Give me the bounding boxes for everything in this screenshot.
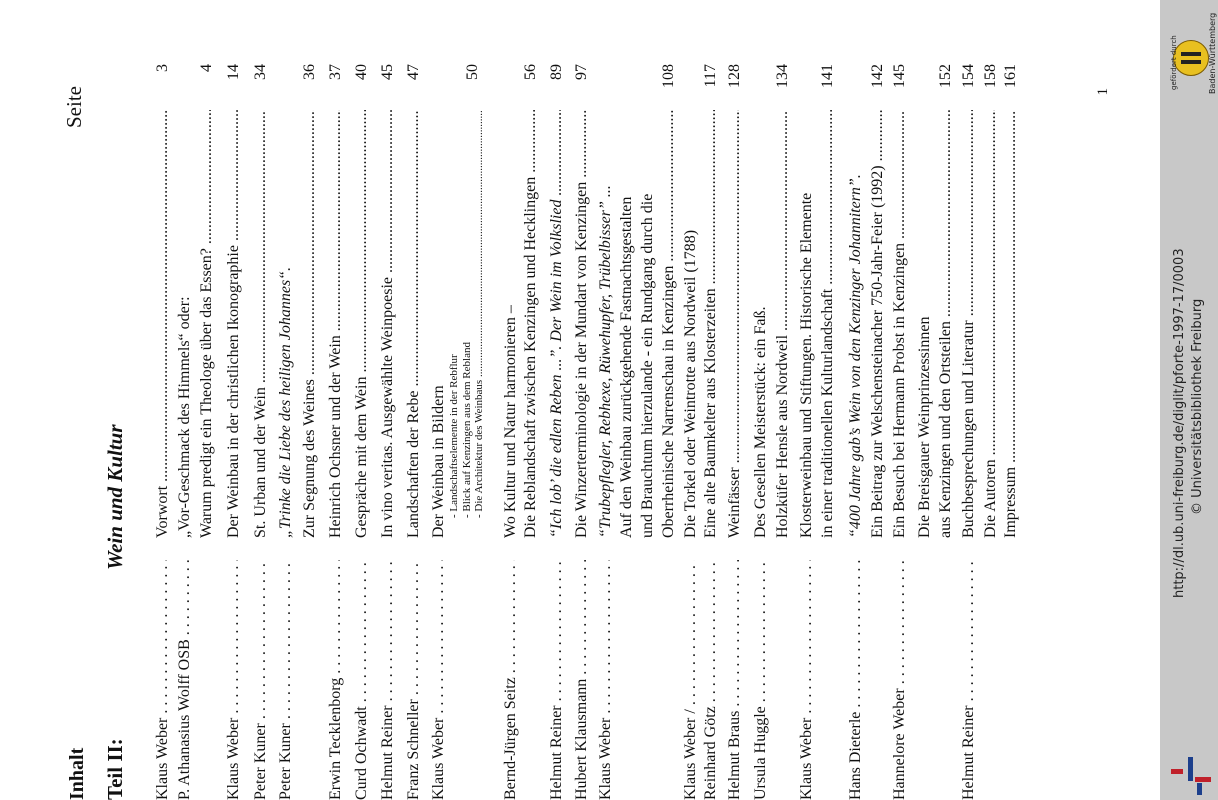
page-column-heading: Seite: [62, 86, 86, 128]
toc-row: [680, 64, 702, 800]
toc-title: Gespräche mit dem Wein .....: [351, 110, 373, 538]
toc-page: 108: [660, 64, 677, 88]
toc-row: [428, 64, 450, 800]
toc-row: [299, 64, 321, 800]
toc-page: 37: [327, 64, 344, 80]
toc-title: Impressum .....: [1000, 110, 1022, 538]
ub-freiburg-logo: [1171, 757, 1211, 795]
toc-row: [250, 64, 272, 800]
toc-title: Oberrheinische Narrenschau in Kenzingen .....: [658, 110, 680, 538]
toc-author: Ursula Huggle . . .: [750, 560, 772, 800]
toc-title: und Brauchtum hierzulande - ein Rundgang durch die: [639, 193, 656, 538]
toc-row: [571, 64, 593, 800]
toc-page: 36: [301, 64, 318, 80]
toc-title: Klosterweinbau und Stiftungen. Historische Elemente: [798, 192, 815, 538]
toc-title: Der Weinbau in Bildern: [430, 385, 447, 538]
toc-row: [935, 64, 957, 800]
toc-row: [914, 64, 936, 800]
toc-author: Erwin Tecklenborg . . .: [325, 560, 347, 800]
state-label: Baden-Württemberg: [1208, 12, 1217, 94]
toc-page: 142: [869, 64, 886, 88]
toc-row: [546, 64, 568, 800]
toc-title: Die Reblandschaft zwischen Kenzingen und Hecklingen .....: [520, 110, 542, 538]
toc-page: 158: [982, 64, 999, 88]
toc-author: Klaus Weber . . .: [223, 560, 245, 800]
toc-author: Peter Kuner . . .: [275, 560, 297, 800]
toc-title: Heinrich Ochsner und der Wein .....: [325, 110, 347, 538]
document-url-link[interactable]: http://dl.ub.uni-freiburg.de/diglit/pforte-1997-17/0003: [1172, 248, 1187, 598]
toc-author: Hubert Klausmann . . .: [571, 560, 593, 800]
toc-page: 161: [1002, 64, 1019, 88]
toc-page: 3: [154, 64, 171, 72]
toc-title: In vino veritas. Ausgewählte Weinpoesie .....: [377, 110, 399, 538]
toc-author: P. Athanasius Wolff OSB . . .: [174, 560, 196, 800]
toc-title: Des Gesellen Meisterstück: ein Faß.: [752, 306, 769, 538]
toc-row: [595, 64, 617, 800]
toc-title: Ein Beitrag zur Welschensteinacher 750-Jahr-Feier (1992) .....: [867, 110, 889, 538]
toc-title: Die Winzerterminologie in der Mundart von Kenzingen .....: [571, 110, 593, 538]
toc-title: Die Breisgauer Weinprinzessinnen: [916, 316, 933, 538]
toc-page: 89: [548, 64, 565, 80]
toc-author: Klaus Weber . . .: [796, 560, 818, 800]
sponsor-label: gefördert durch: [1170, 35, 1178, 90]
toc-author: Curd Ochwadt . . .: [351, 560, 373, 800]
toc-title: Landschaften der Rebe .....: [403, 110, 425, 538]
toc-page: 97: [573, 64, 590, 80]
toc-title: “400 Jahre gab’s Wein von den Kenzinger Johannitern”.: [847, 174, 864, 538]
toc-page: 14: [225, 64, 242, 80]
library-sidebar: [1160, 0, 1218, 800]
toc-page: 152: [937, 64, 954, 88]
toc-title: Vorwort .....: [152, 110, 174, 538]
toc-author: Bernd-Jürgen Seitz . . .: [500, 560, 522, 800]
toc-title: Weinfässer .....: [724, 110, 746, 538]
toc-page: 117: [702, 64, 719, 88]
toc-row: [1000, 64, 1022, 800]
toc-title: „Trinke die Liebe des heiligen Johannes“.: [277, 266, 294, 538]
toc-page: 4: [198, 64, 215, 72]
toc-row: [351, 64, 373, 800]
toc-title: Auf den Weinbau zurückgehende Fastnachtsgestalten: [618, 196, 635, 538]
toc-author: Peter Kuner . . .: [250, 560, 272, 800]
toc-row: [461, 64, 473, 800]
toc-row: [325, 64, 347, 800]
toc-page: 141: [819, 64, 836, 88]
page-number: 1: [1095, 88, 1111, 96]
toc-title: Buchbesprechungen und Literatur .....: [958, 110, 980, 538]
toc-title: aus Kenzingen und den Ortsteilen .....: [935, 110, 957, 538]
toc-row: [958, 64, 980, 800]
toc-title: Die Autoren .....: [980, 110, 1002, 538]
toc-title: St. Urban und der Wein .....: [250, 110, 272, 538]
toc-author: Helmut Reiner . . .: [546, 560, 568, 800]
toc-row: [448, 64, 460, 800]
toc-title: - Landschaftselemente in der Rebflur: [448, 354, 460, 518]
toc-row: [403, 64, 425, 800]
toc-author: Helmut Braus . . .: [724, 560, 746, 800]
toc-row: [174, 64, 196, 800]
toc-page: 128: [726, 64, 743, 88]
toc-title: Zur Segnung des Weines .....: [299, 110, 321, 538]
toc-row: [223, 64, 245, 800]
baden-wuerttemberg-logo: [1173, 40, 1209, 76]
toc-page: 45: [379, 64, 396, 80]
toc-page: 134: [774, 64, 791, 88]
toc-row: [817, 64, 839, 800]
toc-author: Hannelore Weber . . .: [889, 560, 911, 800]
toc-row: [152, 64, 174, 800]
toc-page: 40: [353, 64, 370, 80]
toc-row: [500, 64, 522, 800]
toc-author: Reinhard Götz . . .: [700, 560, 722, 800]
toc-row: [772, 64, 794, 800]
toc-row: [889, 64, 911, 800]
toc-title: „Vor-Geschmack des Himmels“ oder:: [176, 296, 193, 538]
toc-title: Wo Kultur und Natur harmonieren –: [502, 305, 519, 538]
toc-row: [750, 64, 772, 800]
toc-row: [845, 64, 867, 800]
toc-row: [275, 64, 297, 800]
toc-page: 145: [891, 64, 908, 88]
toc-row: [724, 64, 746, 800]
toc-title: Ein Besuch bei Hermann Probst in Kenzingen .....: [889, 110, 911, 538]
copyright-text: © Universitätsbibliothek Freiburg: [1190, 298, 1205, 515]
toc-author: Klaus Weber . . .: [595, 560, 617, 800]
toc-page: 47: [405, 64, 422, 80]
toc-row: [700, 64, 722, 800]
toc-page: 154: [960, 64, 977, 88]
toc-row: [520, 64, 542, 800]
toc-title: Eine alte Baumkelter aus Klosterzeiten .....: [700, 110, 722, 538]
toc-author: Helmut Reiner . . .: [958, 560, 980, 800]
toc-row: [616, 64, 638, 800]
toc-row: [658, 64, 680, 800]
toc-author: Franz Schneller . . .: [403, 560, 425, 800]
toc-title: Die Torkel oder Weintrotte aus Nordweil (1788): [682, 229, 699, 538]
toc-page: 56: [522, 64, 539, 80]
toc-row: [196, 64, 218, 800]
toc-row: [796, 64, 818, 800]
toc-row: [377, 64, 399, 800]
toc-title: “Trubepflegler, Rebhexe, Rüwehupfer, Trübelbisser” ...: [597, 185, 614, 538]
toc-page: 34: [252, 64, 269, 80]
toc-title: - Blick auf Kenzingen aus dem Rebland: [461, 342, 473, 518]
toc-title: Warum predigt ein Theologe über das Essen? .....: [196, 110, 218, 538]
toc-title: Holzküfer Hensle aus Nordweil .....: [772, 110, 794, 538]
section-title: Wein und Kultur: [103, 424, 127, 570]
toc-title: “Ich lob’ die edlen Reben ...”. Der Wein im Volkslied .....: [546, 110, 568, 538]
toc-row: [637, 64, 659, 800]
toc-author: Klaus Weber . . .: [152, 560, 174, 800]
toc-page: 50: [464, 64, 481, 80]
toc-author: Hans Dieterle . . .: [845, 560, 867, 800]
toc-author: Klaus Weber . . .: [428, 560, 450, 800]
toc-row: [980, 64, 1002, 800]
part-heading: Teil II:: [103, 738, 127, 800]
contents-heading: Inhalt: [66, 747, 88, 800]
toc-author: Klaus Weber / . . .: [680, 560, 702, 800]
toc-title: - Die Architektur des Weinbaus .....: [473, 110, 485, 518]
toc-title: in einer traditionellen Kulturlandschaft .....: [817, 110, 839, 538]
toc-title: Der Weinbau in der christlichen Ikonographie .....: [223, 110, 245, 538]
toc-row: [867, 64, 889, 800]
toc-author: Helmut Reiner . . .: [377, 560, 399, 800]
